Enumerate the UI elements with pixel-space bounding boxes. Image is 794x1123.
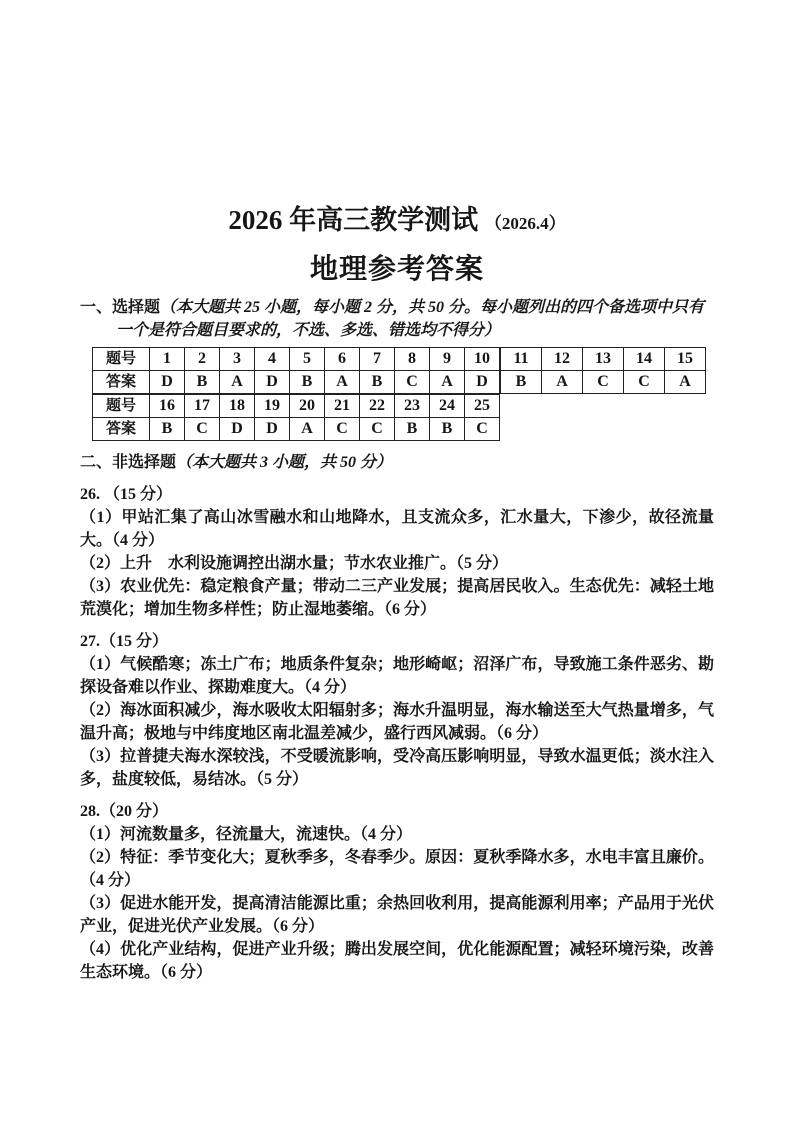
table-cell: C xyxy=(325,418,360,441)
title-date: （2026.4） xyxy=(484,214,566,233)
section-1-detail: （本大题共 25 小题，每小题 2 分，共 50 分。每小题列出的四个备选项中只有一个是符合题目要求的，不选、多选、错选均不得分） xyxy=(116,299,705,339)
table-cell: B xyxy=(360,371,395,394)
title-main: 2026 年高三教学测试 xyxy=(228,205,479,235)
table-cell: B xyxy=(395,418,430,441)
table-cell: A xyxy=(220,371,255,394)
table-cell: 9 xyxy=(430,348,465,371)
table-cell: A xyxy=(542,371,583,394)
table-cell: 8 xyxy=(395,348,430,371)
table-cell: B xyxy=(290,371,325,394)
answer-table-q11-15 xyxy=(500,347,706,394)
answer-27-2: （2）海冰面积减少，海水吸收太阳辐射多；海水升温明显，海水输送至大气热量增多，气温升高；极地与中纬度地区南北温差减少，盛行西风减弱。（6 分） xyxy=(80,702,714,742)
table-cell: C xyxy=(583,371,624,394)
table-cell: 14 xyxy=(624,348,665,371)
table-cell: C xyxy=(360,418,395,441)
answer-28-1: （1）河流数量多，径流量大，流速快。（4 分） xyxy=(80,826,413,843)
table-cell: D xyxy=(150,371,185,394)
table-cell: D xyxy=(255,418,290,441)
table-cell: 11 xyxy=(501,348,542,371)
question-26 xyxy=(80,483,714,621)
section-1-heading xyxy=(80,296,714,342)
answer-28-2: （2）特征：季节变化大；夏秋季多，冬春季少。原因：夏秋季降水多，水电丰富且廉价。（4 分） xyxy=(80,849,714,889)
table-cell: 12 xyxy=(542,348,583,371)
table-cell: 20 xyxy=(290,395,325,418)
table-cell: 10 xyxy=(465,348,500,371)
table-cell: A xyxy=(665,371,706,394)
answer-table-q1-10 xyxy=(92,347,500,394)
table-row-numbers-16-25 xyxy=(93,395,500,418)
table-cell: 17 xyxy=(185,395,220,418)
question-26-heading: 26. （15 分） xyxy=(80,486,173,503)
table-cell: 3 xyxy=(220,348,255,371)
table-cell: 15 xyxy=(665,348,706,371)
answer-27-1: （1）气候酷寒；冻土广布；地质条件复杂；地形崎岖；沼泽广布，导致施工条件恶劣、勘探设备难以作业、探勘难度大。（4 分） xyxy=(80,656,714,696)
answer-table xyxy=(92,347,714,441)
section-2-detail: （本大题共 3 小题，共 50 分） xyxy=(176,454,393,471)
table-cell: 21 xyxy=(325,395,360,418)
table-row-numbers-1-10 xyxy=(93,348,500,371)
question-27 xyxy=(80,630,714,791)
answer-table-upper xyxy=(92,347,714,394)
table-cell: C xyxy=(624,371,665,394)
table-cell: 1 xyxy=(150,348,185,371)
table-row-answers-11-15 xyxy=(501,371,706,394)
answer-28-4: （4）优化产业结构，促进产业升级；腾出发展空间，优化能源配置；减轻环境污染，改善生态环境。（6 分） xyxy=(80,941,714,981)
table-row-numbers-11-15 xyxy=(501,348,706,371)
table-cell: D xyxy=(465,371,500,394)
row-header-numbers-2: 题号 xyxy=(93,395,150,418)
table-cell: 13 xyxy=(583,348,624,371)
question-28-heading: 28.（20 分） xyxy=(80,803,169,820)
section-2-heading xyxy=(80,451,714,474)
table-cell: 25 xyxy=(465,395,500,418)
table-cell: B xyxy=(501,371,542,394)
table-cell: 5 xyxy=(290,348,325,371)
question-27-heading: 27.（15 分） xyxy=(80,633,169,650)
table-cell: D xyxy=(220,418,255,441)
table-cell: C xyxy=(395,371,430,394)
answer-26-2: （2）上升 水利设施调控出湖水量；节水农业推广。（5 分） xyxy=(80,555,509,572)
table-cell: 18 xyxy=(220,395,255,418)
table-cell: D xyxy=(255,371,290,394)
table-cell: 4 xyxy=(255,348,290,371)
table-cell: 22 xyxy=(360,395,395,418)
table-cell: 7 xyxy=(360,348,395,371)
question-28 xyxy=(80,800,714,984)
answer-table-q16-25 xyxy=(92,394,500,441)
page-title xyxy=(80,204,714,240)
answer-28-3: （3）促进水能开发，提高清洁能源比重；余热回收利用，提高能源利用率；产品用于光伏产业，促进光伏产业发展。（6 分） xyxy=(80,895,714,935)
table-cell: B xyxy=(150,418,185,441)
table-cell: 2 xyxy=(185,348,220,371)
row-header-answers: 答案 xyxy=(93,371,150,394)
table-cell: A xyxy=(325,371,360,394)
table-cell: B xyxy=(430,418,465,441)
table-cell: A xyxy=(290,418,325,441)
row-header-numbers: 题号 xyxy=(93,348,150,371)
table-cell: C xyxy=(465,418,500,441)
table-cell: 23 xyxy=(395,395,430,418)
page-subtitle: 地理参考答案 xyxy=(309,254,484,285)
section-1-label: 一、选择题 xyxy=(80,299,161,316)
answer-26-3: （3）农业优先：稳定粮食产量；带动二三产业发展；提高居民收入。生态优先：减轻土地荒漠化；增加生物多样性；防止湿地萎缩。（6 分） xyxy=(80,578,714,618)
row-header-answers-2: 答案 xyxy=(93,418,150,441)
table-row-answers-16-25 xyxy=(93,418,500,441)
table-cell: 16 xyxy=(150,395,185,418)
table-cell: B xyxy=(185,371,220,394)
table-row-answers-1-10 xyxy=(93,371,500,394)
table-cell: C xyxy=(185,418,220,441)
table-cell: 19 xyxy=(255,395,290,418)
table-cell: 24 xyxy=(430,395,465,418)
section-2-label: 二、非选择题 xyxy=(80,454,177,471)
answer-27-3: （3）拉普捷夫海水深较浅，不受暖流影响，受冷高压影响明显，导致水温更低；淡水注入多，盐度较低，易结冰。（5 分） xyxy=(80,748,714,788)
table-cell: 6 xyxy=(325,348,360,371)
answer-26-1: （1）甲站汇集了高山冰雪融水和山地降水，且支流众多，汇水量大，下渗少，故径流量大。（4 分） xyxy=(80,509,714,549)
table-cell: A xyxy=(430,371,465,394)
